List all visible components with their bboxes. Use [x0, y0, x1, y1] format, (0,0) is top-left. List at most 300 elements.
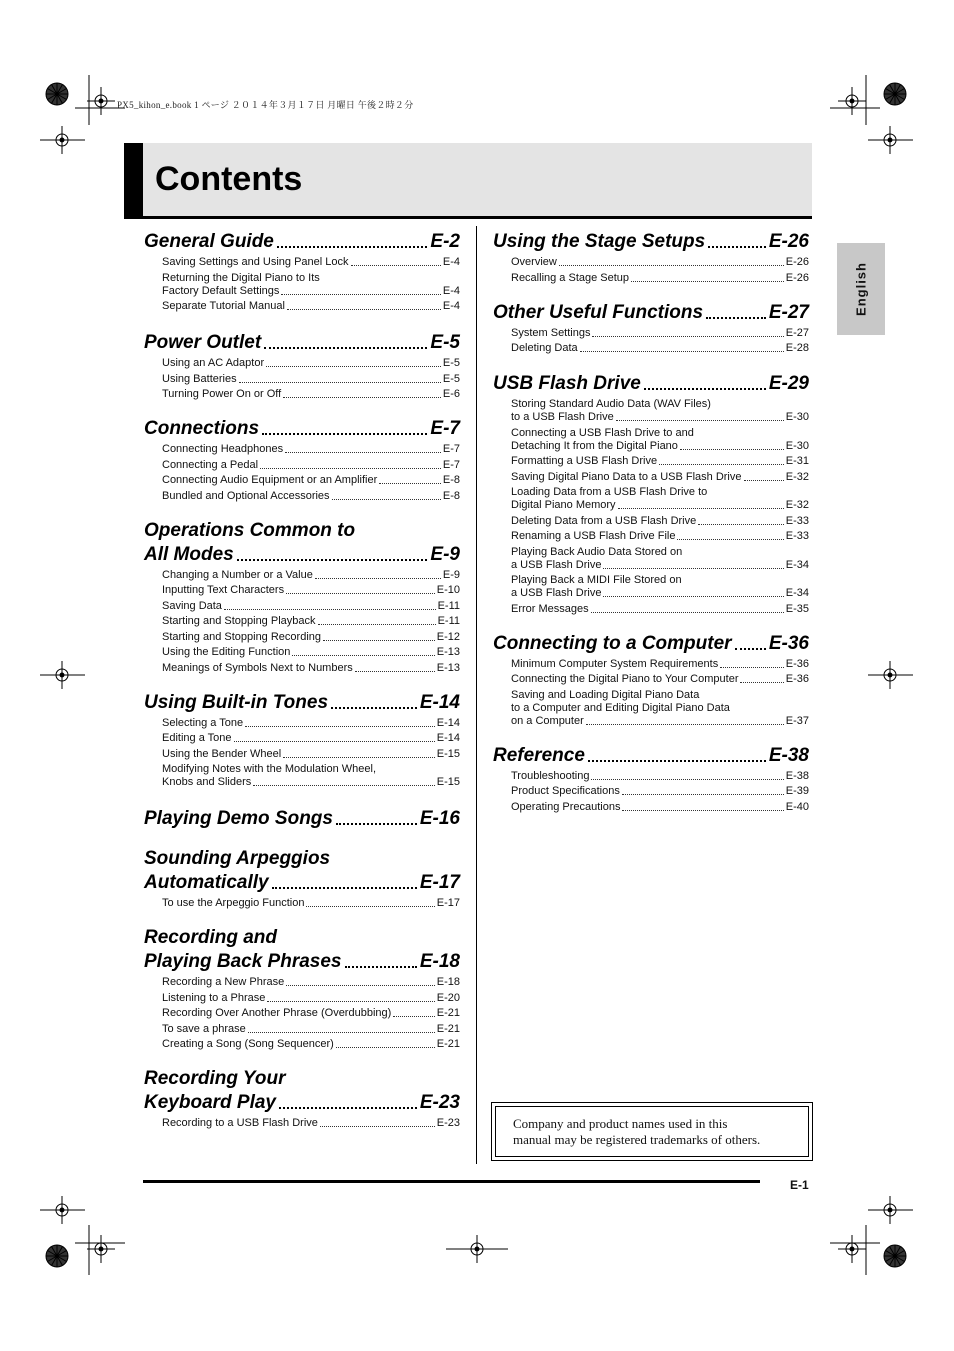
section-heading-link[interactable]: [493, 372, 809, 396]
entry-text: Error Messages: [511, 602, 589, 615]
toc-entry[interactable]: [511, 801, 809, 814]
trademark-note-line2: manual may be registered trademarks of others.: [513, 1132, 761, 1147]
entry-page: E-26: [785, 256, 809, 268]
entry-page: E-32: [785, 499, 809, 511]
toc-entry[interactable]: [511, 427, 809, 453]
toc-entry[interactable]: [511, 272, 809, 285]
column-divider: [476, 226, 477, 1164]
entry-text: Connecting a Pedal: [162, 458, 259, 471]
dot-leader: [260, 468, 441, 469]
toc-section: [144, 331, 460, 401]
entry-text: Formatting a USB Flash Drive: [511, 455, 658, 467]
entry-page: E-40: [785, 800, 809, 813]
entry-text: Detaching It from the Digital Piano: [511, 439, 678, 452]
dot-leader: [248, 1032, 435, 1033]
entry-text: Saving Data: [162, 599, 222, 612]
entry-page: E-27: [785, 326, 809, 339]
dot-leader: [272, 887, 417, 889]
section-title: Playing Demo Songs: [144, 808, 333, 829]
entry-text-line1: Modifying Notes with the Modulation Wheel,: [162, 763, 376, 775]
entry-text: Recording to a USB Flash Drive: [162, 1117, 318, 1129]
dot-leader: [234, 741, 435, 742]
section-title: Using Built-in Tones: [144, 691, 329, 713]
entry-page: E-17: [436, 897, 460, 909]
entry-page: E-4: [442, 256, 460, 268]
entry-text: Using the Editing Function: [162, 646, 291, 658]
section-items: [162, 897, 460, 910]
toc-entry[interactable]: [162, 373, 460, 386]
section-page: E-23: [419, 1092, 460, 1113]
toc-entry[interactable]: [511, 256, 809, 269]
entry-text: Changing a Number or a Value: [162, 568, 313, 581]
toc-left-column: [144, 230, 460, 1133]
entry-text-line1: Saving and Loading Digital Piano Data: [511, 688, 700, 701]
entry-page: E-30: [785, 439, 809, 452]
section-page: E-5: [430, 332, 460, 353]
page-title: Contents: [155, 160, 303, 198]
section-items: [511, 770, 809, 814]
section-title-line1: Operations Common to: [144, 519, 356, 541]
entry-text: Bundled and Optional Accessories: [162, 489, 330, 502]
dot-leader: [283, 397, 441, 398]
entry-page: E-23: [436, 1117, 460, 1129]
dot-leader: [320, 1126, 435, 1127]
entry-page: E-6: [442, 388, 460, 400]
dot-leader: [283, 757, 435, 758]
toc-right-column: [493, 230, 809, 816]
toc-entry[interactable]: [162, 646, 460, 659]
entry-text: Saving Settings and Using Panel Lock: [162, 256, 349, 268]
section-title: Reference: [493, 744, 585, 766]
dot-leader: [285, 452, 441, 453]
entry-page: E-34: [785, 558, 809, 571]
toc-section: [144, 847, 460, 910]
toc-entry[interactable]: [162, 763, 460, 789]
toc-entry[interactable]: [162, 272, 460, 298]
dot-leader: [591, 779, 783, 780]
dot-leader: [237, 559, 428, 561]
section-heading-link[interactable]: [144, 871, 460, 895]
dot-leader: [720, 667, 784, 668]
toc-entry[interactable]: [162, 600, 460, 613]
dot-leader: [224, 609, 436, 610]
toc-entry[interactable]: [511, 530, 809, 543]
toc-entry[interactable]: [162, 569, 460, 582]
dot-leader: [393, 1016, 434, 1017]
toc-section: [493, 632, 809, 728]
section-heading-link[interactable]: [144, 807, 460, 831]
toc-entry[interactable]: [511, 398, 809, 424]
dot-leader: [698, 524, 784, 525]
entry-page: E-33: [785, 530, 809, 542]
toc-entry[interactable]: [162, 357, 460, 370]
dot-leader: [744, 480, 784, 481]
toc-entry[interactable]: [511, 574, 809, 600]
entry-text: Factory Default Settings: [162, 284, 280, 297]
section-title-line1: Sounding Arpeggios: [144, 848, 331, 869]
dot-leader: [286, 593, 435, 594]
section-page: E-16: [419, 808, 460, 829]
section-items: [162, 1117, 460, 1130]
dot-leader: [379, 483, 441, 484]
entry-page: E-7: [442, 458, 460, 471]
entry-page: E-14: [436, 732, 460, 744]
entry-text: Digital Piano Memory: [511, 499, 616, 511]
entry-page: E-14: [436, 716, 460, 729]
section-items: [162, 357, 460, 401]
toc-entry[interactable]: [162, 615, 460, 628]
dot-leader: [323, 640, 435, 641]
section-title-line1: Recording and: [144, 927, 278, 948]
section-page: E-38: [768, 744, 809, 766]
entry-text: To use the Arpeggio Function: [162, 897, 305, 909]
entry-page: E-21: [436, 1007, 460, 1019]
dot-leader: [631, 281, 784, 282]
section-heading-link[interactable]: [144, 691, 460, 715]
entry-text: on a Computer: [511, 714, 584, 727]
entry-page: E-26: [785, 271, 809, 284]
entry-text: Editing a Tone: [162, 732, 232, 744]
toc-entry[interactable]: [162, 256, 460, 269]
toc-entry[interactable]: [162, 474, 460, 487]
dot-leader: [677, 539, 783, 540]
entry-page: E-7: [442, 443, 460, 455]
section-title: Keyboard Play: [144, 1092, 276, 1113]
entry-text: Connecting the Digital Piano to Your Computer: [511, 673, 739, 685]
entry-page: E-15: [436, 747, 460, 760]
dot-leader: [351, 265, 441, 266]
dot-leader: [336, 1047, 435, 1048]
toc-section: [144, 519, 460, 675]
section-page: E-27: [768, 301, 809, 323]
section-heading-link[interactable]: [144, 950, 460, 974]
dot-leader: [253, 785, 434, 786]
entry-text: Inputting Text Characters: [162, 584, 285, 596]
entry-text-line1: Connecting a USB Flash Drive to and: [511, 426, 694, 439]
entry-last-line: [511, 411, 809, 424]
entry-text: Overview: [511, 256, 557, 268]
entry-last-line: [162, 776, 460, 789]
entry-page: E-4: [442, 300, 460, 312]
trademark-note-box: [491, 1102, 813, 1161]
section-page: E-7: [430, 418, 460, 439]
toc-entry[interactable]: [162, 631, 460, 644]
entry-text: to a USB Flash Drive: [511, 411, 614, 423]
entry-page: E-10: [436, 584, 460, 596]
dot-leader: [592, 336, 783, 337]
dot-leader: [336, 823, 417, 825]
dot-leader: [622, 794, 784, 795]
section-page: E-26: [768, 231, 809, 252]
section-title: Connections: [144, 418, 260, 439]
entry-text-line1: Playing Back a MIDI File Stored on: [511, 574, 682, 586]
entry-page: E-38: [785, 769, 809, 782]
toc-entry[interactable]: [162, 748, 460, 761]
dot-leader: [264, 347, 427, 349]
section-title: Automatically: [144, 872, 269, 893]
toc-entry[interactable]: [511, 342, 809, 355]
section-heading-link[interactable]: [493, 632, 809, 656]
dot-leader: [559, 265, 784, 266]
toc-entry[interactable]: [511, 486, 809, 512]
toc-entry[interactable]: [511, 673, 809, 686]
entry-text: Turning Power On or Off: [162, 388, 282, 400]
section-items: [162, 256, 460, 313]
entry-text: Knobs and Sliders: [162, 776, 252, 788]
section-items: [162, 976, 460, 1051]
toc-entry[interactable]: [511, 785, 809, 798]
section-page: E-17: [419, 872, 460, 893]
toc-entry[interactable]: [162, 1007, 460, 1020]
toc-entry[interactable]: [162, 662, 460, 675]
section-title: Power Outlet: [144, 332, 262, 353]
dot-leader: [277, 246, 428, 248]
dot-leader: [680, 449, 784, 450]
section-page: E-36: [768, 632, 809, 654]
dot-leader: [262, 433, 427, 435]
section-page: E-14: [419, 691, 460, 713]
entry-page: E-34: [785, 587, 809, 599]
entry-text: Minimum Computer System Requirements: [511, 657, 719, 670]
entry-page: E-20: [436, 991, 460, 1004]
entry-text-line1: Playing Back Audio Data Stored on: [511, 545, 683, 558]
dot-leader: [239, 382, 441, 383]
toc-entry[interactable]: [162, 992, 460, 1005]
entry-text: Connecting Audio Equipment or an Amplifier: [162, 474, 378, 486]
entry-text-line1: Loading Data from a USB Flash Drive to: [511, 486, 708, 498]
trademark-note-text: [513, 1116, 760, 1148]
dot-leader: [735, 648, 766, 650]
toc-entry[interactable]: [511, 689, 809, 728]
dot-leader: [267, 1001, 434, 1002]
toc-entry[interactable]: [162, 1117, 460, 1130]
entry-last-line: [162, 285, 460, 298]
dot-leader: [708, 246, 766, 248]
entry-last-line: [511, 499, 809, 512]
entry-page: E-11: [437, 615, 460, 627]
toc-section: [493, 372, 809, 616]
entry-page: E-30: [785, 411, 809, 423]
toc-section: [144, 230, 460, 313]
entry-last-line: [511, 440, 809, 453]
section-items: [511, 327, 809, 356]
section-heading-link[interactable]: [493, 301, 809, 325]
entry-page: E-13: [436, 661, 460, 674]
entry-page: E-39: [785, 785, 809, 797]
dot-leader: [332, 499, 441, 500]
section-title: Connecting to a Computer: [493, 632, 732, 654]
toc-entry[interactable]: [511, 515, 809, 528]
section-items: [162, 717, 460, 790]
dot-leader: [603, 596, 783, 597]
title-rule: [124, 216, 812, 219]
trademark-note-line1: Company and product names used in this: [513, 1116, 728, 1131]
page-number: E-1: [790, 1178, 809, 1192]
entry-text: Saving Digital Piano Data to a USB Flash Drive: [511, 470, 742, 483]
entry-page: E-15: [436, 776, 460, 788]
toc-entry[interactable]: [162, 490, 460, 503]
language-tab: [837, 243, 885, 335]
entry-text: Selecting a Tone: [162, 716, 244, 729]
dot-leader: [279, 1107, 417, 1109]
entry-text-line1: Returning the Digital Piano to Its: [162, 271, 320, 284]
title-accent-bar: [124, 143, 143, 217]
toc-section: [144, 926, 460, 1051]
toc-entry[interactable]: [162, 1023, 460, 1036]
entry-page: E-5: [442, 357, 460, 369]
section-title: General Guide: [144, 231, 274, 252]
section-page: E-2: [430, 231, 460, 252]
dot-leader: [622, 810, 783, 811]
toc-entry[interactable]: [511, 455, 809, 468]
toc-entry[interactable]: [511, 471, 809, 484]
entry-text: Deleting Data from a USB Flash Drive: [511, 514, 697, 527]
entry-text: Listening to a Phrase: [162, 991, 266, 1004]
entry-text: Starting and Stopping Playback: [162, 615, 316, 627]
toc-section: [493, 744, 809, 814]
entry-page: E-32: [785, 470, 809, 483]
entry-page: E-36: [785, 673, 809, 685]
entry-text: a USB Flash Drive: [511, 587, 602, 599]
entry-text: Product Specifications: [511, 785, 620, 797]
entry-text: Starting and Stopping Recording: [162, 630, 321, 643]
toc-entry[interactable]: [511, 327, 809, 340]
section-heading-link[interactable]: [493, 230, 809, 254]
entry-text: Separate Tutorial Manual: [162, 300, 285, 312]
entry-text: Connecting Headphones: [162, 443, 284, 455]
section-page: E-29: [768, 373, 809, 394]
toc-entry[interactable]: [162, 459, 460, 472]
entry-last-line: [511, 587, 809, 600]
file-header-note: PX5_kihon_e.book 1 ページ ２０１４年３月１７日 月曜日 午後２時２分: [117, 100, 414, 110]
dot-leader: [618, 508, 784, 509]
entry-text-line1: Storing Standard Audio Data (WAV Files): [511, 398, 711, 410]
dot-leader: [345, 966, 417, 968]
entry-text: Meanings of Symbols Next to Numbers: [162, 661, 353, 674]
entry-text: Deleting Data: [511, 342, 578, 354]
entry-text: Using an AC Adaptor: [162, 357, 265, 369]
entry-text: Troubleshooting: [511, 769, 590, 782]
entry-text: Recording Over Another Phrase (Overdubbing): [162, 1007, 392, 1019]
section-items: [511, 398, 809, 616]
section-title: Playing Back Phrases: [144, 951, 342, 972]
entry-page: E-35: [785, 602, 809, 615]
toc-section: [144, 1067, 460, 1130]
toc-section: [493, 301, 809, 356]
toc-entry[interactable]: [511, 770, 809, 783]
trademark-note-inner: [495, 1106, 809, 1157]
entry-last-line: [511, 559, 809, 572]
entry-text: Operating Precautions: [511, 800, 621, 813]
entry-page: E-21: [436, 1038, 460, 1050]
entry-text: Renaming a USB Flash Drive File: [511, 530, 676, 542]
dot-leader: [580, 351, 784, 352]
section-heading-link[interactable]: [144, 1091, 460, 1115]
entry-page: E-33: [785, 514, 809, 527]
section-heading-link[interactable]: [144, 417, 460, 441]
entry-last-line: [511, 715, 809, 728]
dot-leader: [287, 309, 441, 310]
dot-leader: [286, 985, 434, 986]
toc-section: [144, 807, 460, 831]
toc-entry[interactable]: [162, 717, 460, 730]
toc-entry[interactable]: [162, 732, 460, 745]
dot-leader: [586, 724, 784, 725]
toc-entry[interactable]: [162, 300, 460, 313]
toc-entry[interactable]: [511, 603, 809, 616]
entry-page: E-12: [436, 630, 460, 643]
entry-page: E-13: [436, 646, 460, 658]
section-title: USB Flash Drive: [493, 373, 641, 394]
section-items: [511, 256, 809, 285]
toc-entry[interactable]: [162, 584, 460, 597]
section-heading-link[interactable]: [144, 331, 460, 355]
section-title: Other Useful Functions: [493, 301, 704, 323]
section-title: Using the Stage Setups: [493, 231, 706, 252]
toc-entry[interactable]: [162, 1038, 460, 1051]
dot-leader: [292, 655, 434, 656]
dot-leader: [659, 464, 784, 465]
toc-section: [493, 230, 809, 285]
entry-page: E-37: [785, 714, 809, 727]
entry-text: Creating a Song (Song Sequencer): [162, 1038, 334, 1050]
dot-leader: [588, 760, 766, 762]
toc-entry[interactable]: [511, 658, 809, 671]
entry-text: a USB Flash Drive: [511, 558, 602, 571]
entry-page: E-8: [442, 474, 460, 486]
section-heading-link[interactable]: [144, 230, 460, 254]
section-items: [511, 658, 809, 728]
entry-page: E-8: [442, 489, 460, 502]
entry-page: E-11: [437, 599, 460, 612]
language-tab-label: English: [853, 262, 869, 316]
entry-page: E-4: [442, 284, 460, 297]
entry-text: Recording a New Phrase: [162, 976, 285, 988]
entry-page: E-31: [785, 455, 809, 467]
toc-entry[interactable]: [162, 976, 460, 989]
toc-section: [144, 417, 460, 503]
entry-page: E-18: [436, 976, 460, 988]
dot-leader: [644, 388, 766, 390]
entry-text: Using the Bender Wheel: [162, 747, 282, 760]
section-page: E-18: [419, 951, 460, 972]
entry-page: E-36: [785, 657, 809, 670]
entry-text: System Settings: [511, 326, 591, 339]
toc-entry[interactable]: [162, 443, 460, 456]
section-page: E-9: [430, 543, 460, 565]
section-heading-link[interactable]: [144, 543, 460, 567]
toc-entry[interactable]: [162, 388, 460, 401]
dot-leader: [318, 624, 436, 625]
entry-text: To save a phrase: [162, 1022, 246, 1035]
toc-entry[interactable]: [162, 897, 460, 910]
entry-page: E-5: [442, 372, 460, 385]
toc-section: [144, 691, 460, 790]
toc-entry[interactable]: [511, 546, 809, 572]
entry-text: Using Batteries: [162, 372, 237, 385]
section-heading-link[interactable]: [493, 744, 809, 768]
entry-page: E-28: [785, 342, 809, 354]
dot-leader: [331, 707, 417, 709]
entry-text: Recalling a Stage Setup: [511, 271, 630, 284]
dot-leader: [603, 568, 783, 569]
dot-leader: [616, 420, 784, 421]
section-title: All Modes: [144, 543, 234, 565]
entry-page: E-21: [436, 1022, 460, 1035]
entry-text-line2: to a Computer and Editing Digital Piano Data: [511, 701, 730, 714]
dot-leader: [281, 294, 440, 295]
section-title-line1: Recording Your: [144, 1068, 286, 1089]
